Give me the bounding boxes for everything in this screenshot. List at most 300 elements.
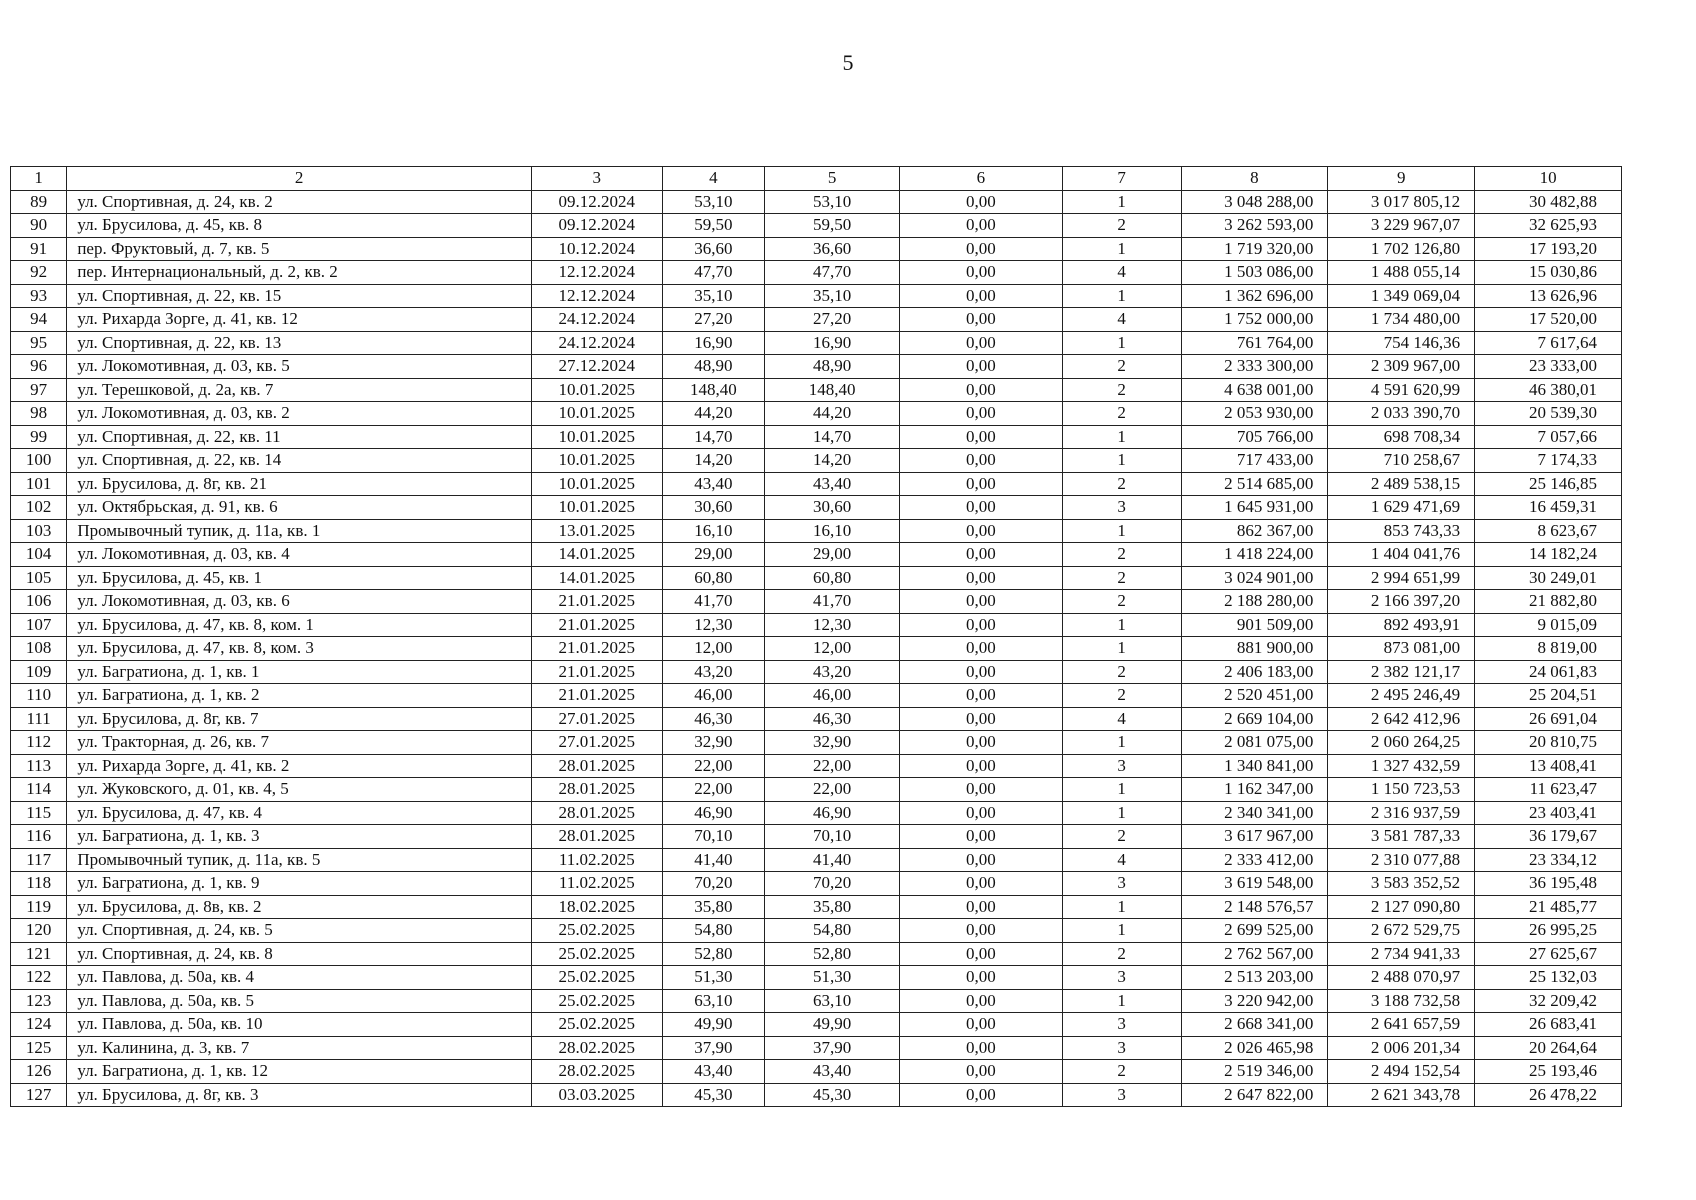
cell-address: ул. Спортивная, д. 22, кв. 14	[67, 449, 532, 473]
cell-address: ул. Октябрьская, д. 91, кв. 6	[67, 496, 532, 520]
table-row	[11, 966, 1622, 990]
cell-address: ул. Локомотивная, д. 03, кв. 5	[67, 355, 532, 379]
cell-row-number: 115	[11, 801, 67, 825]
cell-address: ул. Рихарда Зорге, д. 41, кв. 12	[67, 308, 532, 332]
cell-date: 12.12.2024	[531, 261, 662, 285]
cell-area-other: 0,00	[899, 566, 1062, 590]
cell-date: 24.12.2024	[531, 331, 662, 355]
cell-area-total: 46,00	[662, 684, 765, 708]
cell-area-other: 0,00	[899, 1036, 1062, 1060]
cell-area-other: 0,00	[899, 1083, 1062, 1107]
cell-area-total: 35,10	[662, 284, 765, 308]
cell-date: 09.12.2024	[531, 214, 662, 238]
cell-price: 717 433,00	[1181, 449, 1328, 473]
header-cell-5: 5	[765, 167, 900, 191]
cell-area-living: 32,90	[765, 731, 900, 755]
cell-price: 862 367,00	[1181, 519, 1328, 543]
table-row	[11, 1036, 1622, 1060]
cell-row-number: 107	[11, 613, 67, 637]
cell-area-other: 0,00	[899, 190, 1062, 214]
cell-area-other: 0,00	[899, 261, 1062, 285]
cell-owner-share: 26 478,22	[1475, 1083, 1622, 1107]
cell-address: ул. Багратиона, д. 1, кв. 3	[67, 825, 532, 849]
cell-date: 27.01.2025	[531, 707, 662, 731]
cell-owner-share: 32 209,42	[1475, 989, 1622, 1013]
cell-area-total: 22,00	[662, 778, 765, 802]
cell-area-total: 59,50	[662, 214, 765, 238]
cell-owner-share: 13 408,41	[1475, 754, 1622, 778]
cell-date: 28.01.2025	[531, 801, 662, 825]
cell-area-total: 70,10	[662, 825, 765, 849]
cell-rooms: 2	[1062, 660, 1181, 684]
cell-row-number: 110	[11, 684, 67, 708]
cell-date: 21.01.2025	[531, 637, 662, 661]
cell-rooms: 2	[1062, 472, 1181, 496]
cell-area-living: 14,20	[765, 449, 900, 473]
cell-address: ул. Брусилова, д. 47, кв. 4	[67, 801, 532, 825]
cell-area-total: 43,40	[662, 1060, 765, 1084]
cell-price: 2 148 576,57	[1181, 895, 1328, 919]
cell-date: 10.01.2025	[531, 496, 662, 520]
cell-rooms: 3	[1062, 496, 1181, 520]
cell-price: 2 026 465,98	[1181, 1036, 1328, 1060]
cell-area-living: 43,40	[765, 1060, 900, 1084]
cell-area-total: 70,20	[662, 872, 765, 896]
cell-row-number: 117	[11, 848, 67, 872]
cell-rooms: 1	[1062, 331, 1181, 355]
cell-subsidy: 698 708,34	[1328, 425, 1475, 449]
cell-owner-share: 26 691,04	[1475, 707, 1622, 731]
cell-address: ул. Спортивная, д. 22, кв. 11	[67, 425, 532, 449]
cell-price: 1 362 696,00	[1181, 284, 1328, 308]
cell-row-number: 104	[11, 543, 67, 567]
cell-row-number: 127	[11, 1083, 67, 1107]
cell-price: 2 668 341,00	[1181, 1013, 1328, 1037]
cell-area-other: 0,00	[899, 543, 1062, 567]
table-row	[11, 825, 1622, 849]
cell-address: ул. Локомотивная, д. 03, кв. 4	[67, 543, 532, 567]
cell-address: ул. Павлова, д. 50а, кв. 10	[67, 1013, 532, 1037]
cell-address: Промывочный тупик, д. 11а, кв. 5	[67, 848, 532, 872]
header-cell-4: 4	[662, 167, 765, 191]
cell-row-number: 95	[11, 331, 67, 355]
cell-rooms: 1	[1062, 284, 1181, 308]
cell-area-total: 48,90	[662, 355, 765, 379]
cell-price: 2 053 930,00	[1181, 402, 1328, 426]
cell-owner-share: 21 882,80	[1475, 590, 1622, 614]
table-row	[11, 472, 1622, 496]
cell-area-living: 45,30	[765, 1083, 900, 1107]
cell-subsidy: 2 033 390,70	[1328, 402, 1475, 426]
cell-row-number: 113	[11, 754, 67, 778]
cell-price: 2 081 075,00	[1181, 731, 1328, 755]
table-row	[11, 895, 1622, 919]
cell-rooms: 1	[1062, 449, 1181, 473]
cell-subsidy: 2 495 246,49	[1328, 684, 1475, 708]
cell-area-other: 0,00	[899, 660, 1062, 684]
cell-address: ул. Спортивная, д. 24, кв. 5	[67, 919, 532, 943]
cell-row-number: 120	[11, 919, 67, 943]
table-row	[11, 566, 1622, 590]
cell-price: 901 509,00	[1181, 613, 1328, 637]
cell-rooms: 3	[1062, 754, 1181, 778]
table-row	[11, 872, 1622, 896]
cell-subsidy: 2 316 937,59	[1328, 801, 1475, 825]
table-row	[11, 942, 1622, 966]
cell-subsidy: 1 404 041,76	[1328, 543, 1475, 567]
cell-area-other: 0,00	[899, 966, 1062, 990]
cell-rooms: 4	[1062, 848, 1181, 872]
cell-subsidy: 873 081,00	[1328, 637, 1475, 661]
cell-row-number: 125	[11, 1036, 67, 1060]
cell-subsidy: 2 166 397,20	[1328, 590, 1475, 614]
cell-address: ул. Брусилова, д. 45, кв. 1	[67, 566, 532, 590]
table-row	[11, 707, 1622, 731]
cell-area-other: 0,00	[899, 1060, 1062, 1084]
cell-area-total: 29,00	[662, 543, 765, 567]
cell-row-number: 97	[11, 378, 67, 402]
cell-subsidy: 1 349 069,04	[1328, 284, 1475, 308]
cell-area-total: 148,40	[662, 378, 765, 402]
cell-date: 12.12.2024	[531, 284, 662, 308]
cell-row-number: 105	[11, 566, 67, 590]
cell-row-number: 89	[11, 190, 67, 214]
cell-owner-share: 26 995,25	[1475, 919, 1622, 943]
cell-date: 14.01.2025	[531, 566, 662, 590]
cell-area-living: 148,40	[765, 378, 900, 402]
cell-row-number: 99	[11, 425, 67, 449]
table-row	[11, 284, 1622, 308]
cell-date: 27.01.2025	[531, 731, 662, 755]
table-row	[11, 261, 1622, 285]
cell-area-living: 30,60	[765, 496, 900, 520]
cell-owner-share: 11 623,47	[1475, 778, 1622, 802]
cell-address: ул. Брусилова, д. 8г, кв. 7	[67, 707, 532, 731]
cell-area-other: 0,00	[899, 331, 1062, 355]
cell-rooms: 1	[1062, 519, 1181, 543]
cell-price: 3 220 942,00	[1181, 989, 1328, 1013]
cell-owner-share: 30 482,88	[1475, 190, 1622, 214]
cell-subsidy: 1 488 055,14	[1328, 261, 1475, 285]
table-row	[11, 496, 1622, 520]
cell-area-other: 0,00	[899, 355, 1062, 379]
cell-rooms: 2	[1062, 355, 1181, 379]
cell-area-living: 43,40	[765, 472, 900, 496]
cell-area-other: 0,00	[899, 402, 1062, 426]
cell-subsidy: 3 188 732,58	[1328, 989, 1475, 1013]
cell-owner-share: 8 819,00	[1475, 637, 1622, 661]
table-row	[11, 425, 1622, 449]
cell-address: ул. Павлова, д. 50а, кв. 4	[67, 966, 532, 990]
cell-address: ул. Павлова, д. 50а, кв. 5	[67, 989, 532, 1013]
cell-address: ул. Спортивная, д. 24, кв. 8	[67, 942, 532, 966]
cell-price: 1 752 000,00	[1181, 308, 1328, 332]
cell-rooms: 1	[1062, 190, 1181, 214]
cell-price: 3 262 593,00	[1181, 214, 1328, 238]
cell-area-other: 0,00	[899, 637, 1062, 661]
cell-address: ул. Брусилова, д. 47, кв. 8, ком. 3	[67, 637, 532, 661]
cell-address: ул. Багратиона, д. 1, кв. 1	[67, 660, 532, 684]
table-row	[11, 613, 1622, 637]
cell-rooms: 2	[1062, 214, 1181, 238]
cell-area-total: 46,30	[662, 707, 765, 731]
register-table	[10, 166, 1622, 1107]
cell-area-living: 41,70	[765, 590, 900, 614]
table-row	[11, 378, 1622, 402]
cell-area-living: 60,80	[765, 566, 900, 590]
cell-rooms: 1	[1062, 778, 1181, 802]
page-number: 5	[842, 50, 854, 75]
cell-area-living: 35,80	[765, 895, 900, 919]
cell-address: ул. Брусилова, д. 45, кв. 8	[67, 214, 532, 238]
cell-subsidy: 1 629 471,69	[1328, 496, 1475, 520]
cell-rooms: 3	[1062, 872, 1181, 896]
cell-area-other: 0,00	[899, 684, 1062, 708]
cell-owner-share: 25 204,51	[1475, 684, 1622, 708]
cell-row-number: 92	[11, 261, 67, 285]
table-row	[11, 684, 1622, 708]
cell-row-number: 114	[11, 778, 67, 802]
cell-owner-share: 32 625,93	[1475, 214, 1622, 238]
cell-area-living: 49,90	[765, 1013, 900, 1037]
cell-area-total: 54,80	[662, 919, 765, 943]
cell-price: 2 406 183,00	[1181, 660, 1328, 684]
cell-date: 09.12.2024	[531, 190, 662, 214]
cell-area-living: 41,40	[765, 848, 900, 872]
table-row	[11, 331, 1622, 355]
cell-rooms: 1	[1062, 919, 1181, 943]
cell-area-living: 16,90	[765, 331, 900, 355]
cell-area-other: 0,00	[899, 214, 1062, 238]
cell-area-total: 49,90	[662, 1013, 765, 1037]
cell-rooms: 2	[1062, 1060, 1181, 1084]
header-cell-1: 1	[11, 167, 67, 191]
cell-address: ул. Брусилова, д. 47, кв. 8, ком. 1	[67, 613, 532, 637]
cell-price: 1 418 224,00	[1181, 543, 1328, 567]
cell-row-number: 108	[11, 637, 67, 661]
cell-price: 705 766,00	[1181, 425, 1328, 449]
cell-area-total: 12,00	[662, 637, 765, 661]
cell-date: 10.12.2024	[531, 237, 662, 261]
cell-area-living: 12,30	[765, 613, 900, 637]
cell-date: 28.02.2025	[531, 1036, 662, 1060]
cell-subsidy: 2 621 343,78	[1328, 1083, 1475, 1107]
cell-date: 10.01.2025	[531, 472, 662, 496]
cell-area-other: 0,00	[899, 801, 1062, 825]
cell-owner-share: 20 539,30	[1475, 402, 1622, 426]
cell-area-living: 35,10	[765, 284, 900, 308]
cell-area-other: 0,00	[899, 754, 1062, 778]
cell-date: 25.02.2025	[531, 966, 662, 990]
cell-area-living: 44,20	[765, 402, 900, 426]
cell-row-number: 90	[11, 214, 67, 238]
cell-rooms: 1	[1062, 237, 1181, 261]
table-row	[11, 801, 1622, 825]
cell-area-living: 43,20	[765, 660, 900, 684]
cell-subsidy: 3 017 805,12	[1328, 190, 1475, 214]
cell-area-living: 37,90	[765, 1036, 900, 1060]
cell-price: 2 647 822,00	[1181, 1083, 1328, 1107]
cell-area-living: 59,50	[765, 214, 900, 238]
cell-price: 2 519 346,00	[1181, 1060, 1328, 1084]
cell-date: 10.01.2025	[531, 425, 662, 449]
cell-price: 2 520 451,00	[1181, 684, 1328, 708]
cell-row-number: 94	[11, 308, 67, 332]
cell-owner-share: 21 485,77	[1475, 895, 1622, 919]
cell-area-living: 29,00	[765, 543, 900, 567]
cell-date: 10.01.2025	[531, 449, 662, 473]
cell-row-number: 102	[11, 496, 67, 520]
table-row	[11, 1060, 1622, 1084]
cell-date: 25.02.2025	[531, 989, 662, 1013]
cell-area-total: 41,70	[662, 590, 765, 614]
header-cell-6: 6	[899, 167, 1062, 191]
cell-price: 2 669 104,00	[1181, 707, 1328, 731]
cell-price: 4 638 001,00	[1181, 378, 1328, 402]
cell-area-living: 16,10	[765, 519, 900, 543]
cell-rooms: 3	[1062, 966, 1181, 990]
cell-row-number: 116	[11, 825, 67, 849]
cell-address: ул. Спортивная, д. 22, кв. 13	[67, 331, 532, 355]
cell-owner-share: 24 061,83	[1475, 660, 1622, 684]
cell-rooms: 2	[1062, 684, 1181, 708]
cell-price: 1 719 320,00	[1181, 237, 1328, 261]
cell-area-living: 22,00	[765, 754, 900, 778]
cell-price: 2 699 525,00	[1181, 919, 1328, 943]
cell-address: ул. Жуковского, д. 01, кв. 4, 5	[67, 778, 532, 802]
cell-area-living: 70,10	[765, 825, 900, 849]
cell-price: 3 024 901,00	[1181, 566, 1328, 590]
cell-rooms: 2	[1062, 378, 1181, 402]
cell-subsidy: 2 489 538,15	[1328, 472, 1475, 496]
cell-owner-share: 7 617,64	[1475, 331, 1622, 355]
cell-area-total: 36,60	[662, 237, 765, 261]
cell-date: 18.02.2025	[531, 895, 662, 919]
cell-subsidy: 3 229 967,07	[1328, 214, 1475, 238]
header-cell-9: 9	[1328, 167, 1475, 191]
cell-subsidy: 1 150 723,53	[1328, 778, 1475, 802]
cell-owner-share: 13 626,96	[1475, 284, 1622, 308]
cell-area-total: 35,80	[662, 895, 765, 919]
cell-area-other: 0,00	[899, 895, 1062, 919]
cell-rooms: 3	[1062, 1083, 1181, 1107]
cell-date: 14.01.2025	[531, 543, 662, 567]
cell-area-living: 46,90	[765, 801, 900, 825]
cell-row-number: 100	[11, 449, 67, 473]
cell-area-living: 48,90	[765, 355, 900, 379]
cell-price: 2 333 300,00	[1181, 355, 1328, 379]
cell-date: 28.02.2025	[531, 1060, 662, 1084]
cell-rooms: 1	[1062, 425, 1181, 449]
cell-address: пер. Фруктовый, д. 7, кв. 5	[67, 237, 532, 261]
cell-subsidy: 2 734 941,33	[1328, 942, 1475, 966]
table-row	[11, 919, 1622, 943]
cell-row-number: 109	[11, 660, 67, 684]
table-row	[11, 237, 1622, 261]
cell-date: 28.01.2025	[531, 825, 662, 849]
cell-owner-share: 17 193,20	[1475, 237, 1622, 261]
cell-price: 2 762 567,00	[1181, 942, 1328, 966]
cell-area-other: 0,00	[899, 848, 1062, 872]
cell-subsidy: 2 127 090,80	[1328, 895, 1475, 919]
cell-subsidy: 2 382 121,17	[1328, 660, 1475, 684]
cell-subsidy: 2 494 152,54	[1328, 1060, 1475, 1084]
table-row	[11, 660, 1622, 684]
cell-area-other: 0,00	[899, 496, 1062, 520]
table-row	[11, 355, 1622, 379]
cell-area-total: 47,70	[662, 261, 765, 285]
header-cell-2: 2	[67, 167, 532, 191]
cell-address: ул. Брусилова, д. 8г, кв. 3	[67, 1083, 532, 1107]
cell-rooms: 2	[1062, 543, 1181, 567]
cell-row-number: 122	[11, 966, 67, 990]
table-row	[11, 989, 1622, 1013]
cell-row-number: 96	[11, 355, 67, 379]
cell-area-other: 0,00	[899, 378, 1062, 402]
cell-area-total: 27,20	[662, 308, 765, 332]
cell-area-living: 27,20	[765, 308, 900, 332]
table-row	[11, 190, 1622, 214]
cell-date: 13.01.2025	[531, 519, 662, 543]
cell-rooms: 4	[1062, 261, 1181, 285]
cell-area-other: 0,00	[899, 613, 1062, 637]
cell-area-other: 0,00	[899, 590, 1062, 614]
cell-area-living: 51,30	[765, 966, 900, 990]
cell-price: 3 619 548,00	[1181, 872, 1328, 896]
cell-date: 10.01.2025	[531, 378, 662, 402]
cell-address: ул. Тракторная, д. 26, кв. 7	[67, 731, 532, 755]
cell-price: 2 514 685,00	[1181, 472, 1328, 496]
cell-area-total: 44,20	[662, 402, 765, 426]
cell-date: 28.01.2025	[531, 754, 662, 778]
cell-row-number: 121	[11, 942, 67, 966]
table-row	[11, 1013, 1622, 1037]
cell-owner-share: 20 810,75	[1475, 731, 1622, 755]
cell-area-living: 53,10	[765, 190, 900, 214]
cell-area-total: 53,10	[662, 190, 765, 214]
cell-rooms: 2	[1062, 590, 1181, 614]
header-cell-10: 10	[1475, 167, 1622, 191]
table-row	[11, 449, 1622, 473]
cell-owner-share: 26 683,41	[1475, 1013, 1622, 1037]
cell-address: ул. Рихарда Зорге, д. 41, кв. 2	[67, 754, 532, 778]
cell-price: 1 162 347,00	[1181, 778, 1328, 802]
table-row	[11, 637, 1622, 661]
cell-area-living: 52,80	[765, 942, 900, 966]
cell-date: 21.01.2025	[531, 660, 662, 684]
cell-owner-share: 36 179,67	[1475, 825, 1622, 849]
cell-area-living: 12,00	[765, 637, 900, 661]
cell-area-total: 43,20	[662, 660, 765, 684]
cell-date: 28.01.2025	[531, 778, 662, 802]
table-row	[11, 590, 1622, 614]
cell-area-other: 0,00	[899, 872, 1062, 896]
cell-area-other: 0,00	[899, 449, 1062, 473]
cell-price: 3 617 967,00	[1181, 825, 1328, 849]
cell-subsidy: 2 672 529,75	[1328, 919, 1475, 943]
cell-price: 2 188 280,00	[1181, 590, 1328, 614]
cell-address: ул. Багратиона, д. 1, кв. 9	[67, 872, 532, 896]
cell-address: ул. Багратиона, д. 1, кв. 2	[67, 684, 532, 708]
cell-subsidy: 853 743,33	[1328, 519, 1475, 543]
cell-area-total: 63,10	[662, 989, 765, 1013]
cell-row-number: 103	[11, 519, 67, 543]
cell-owner-share: 9 015,09	[1475, 613, 1622, 637]
cell-rooms: 1	[1062, 801, 1181, 825]
cell-area-total: 37,90	[662, 1036, 765, 1060]
cell-date: 21.01.2025	[531, 613, 662, 637]
cell-area-total: 60,80	[662, 566, 765, 590]
